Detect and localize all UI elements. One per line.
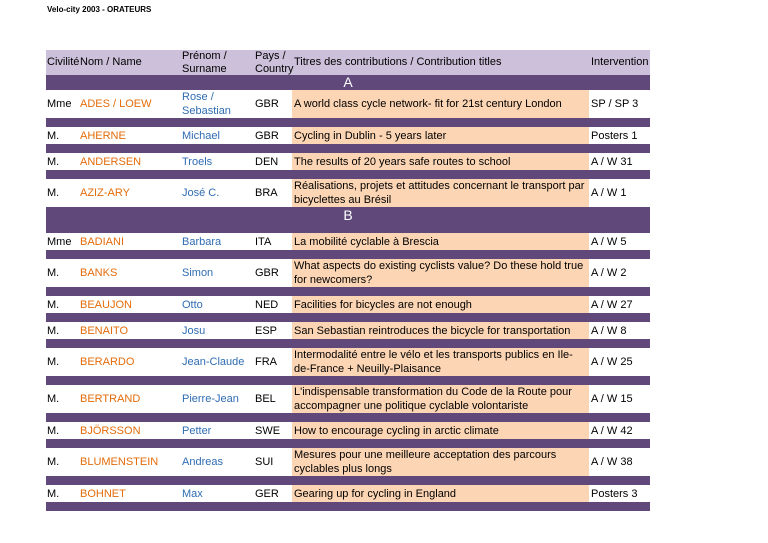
surname-cell: Pierre-Jean — [182, 393, 239, 405]
contribution-title-cell: Cycling in Dublin - 5 years later — [292, 127, 589, 144]
intervention-cell: A / W 42 — [591, 424, 633, 437]
name-cell: BLUMENSTEIN — [80, 456, 159, 468]
section-header — [46, 75, 650, 90]
table-row — [46, 485, 650, 502]
table-row — [46, 422, 650, 439]
contribution-title-cell: How to encourage cycling in arctic climate — [292, 422, 589, 439]
contribution-title-cell: L'indispensable transformation du Code de la Route pour accompagner une politique cyclable volontariste — [292, 385, 589, 413]
civilite-cell: Mme — [47, 235, 72, 248]
surname-cell: Barbara — [182, 235, 222, 248]
intervention-cell: A / W 5 — [591, 235, 627, 248]
intervention-cell: A / W 38 — [591, 456, 633, 468]
row-divider — [46, 144, 650, 153]
surname-cell: Michael — [182, 129, 220, 142]
intervention-cell: Posters 3 — [591, 487, 638, 500]
speakers-table — [46, 50, 650, 511]
header-country: Pays / Country — [255, 49, 294, 75]
country-cell: BRA — [255, 187, 278, 199]
surname-cell: Petter — [182, 424, 212, 437]
civilite-cell: Mme — [47, 98, 72, 110]
intervention-cell: SP / SP 3 — [591, 98, 639, 110]
contribution-title-cell: Facilities for bicycles are not enough — [292, 296, 589, 313]
surname-cell: Josu — [182, 324, 206, 337]
row-divider — [46, 476, 650, 485]
contribution-title-cell: Gearing up for cycling in England — [292, 485, 589, 502]
name-cell: BADIANI — [80, 235, 125, 248]
surname-cell: Max — [182, 487, 203, 500]
country-cell: FRA — [255, 356, 277, 368]
surname-cell: Jean-Claude — [182, 356, 245, 368]
table-row — [46, 296, 650, 313]
civilite-cell: M. — [47, 298, 60, 311]
name-cell: ANDERSEN — [80, 155, 142, 168]
surname-cell: Andreas — [182, 456, 223, 468]
name-cell: BENAITO — [80, 324, 129, 337]
table-row — [46, 153, 650, 170]
row-divider — [46, 287, 650, 296]
name-cell: BERARDO — [80, 356, 135, 368]
country-cell: DEN — [255, 155, 279, 168]
country-cell: ESP — [255, 324, 278, 337]
table-row — [46, 233, 650, 250]
contribution-title-cell: What aspects do existing cyclists value? Do these hold true for newcomers? — [292, 259, 589, 287]
country-cell: GBR — [255, 98, 279, 110]
table-row — [46, 385, 650, 413]
row-divider — [46, 170, 650, 179]
section-letter: B — [343, 207, 353, 223]
header-contribution-title: Titres des contributions / Contribution titles — [294, 56, 502, 68]
civilite-cell: M. — [47, 267, 60, 279]
country-cell: GBR — [255, 267, 279, 279]
intervention-cell: A / W 25 — [591, 356, 633, 368]
contribution-title-cell: Intermodalité entre le vélo et les transports publics en Ile-de-France + Neuilly-Plaisance — [292, 348, 589, 376]
contribution-title-cell: Réalisations, projets et attitudes concernant le transport par bicyclettes au Brésil — [292, 179, 589, 207]
section-letter: A — [343, 74, 353, 90]
country-cell: BEL — [255, 393, 276, 405]
country-cell: NED — [255, 298, 279, 311]
contribution-title-cell: Mesures pour une meilleure acceptation des parcours cyclables plus longs — [292, 448, 589, 476]
intervention-cell: A / W 8 — [591, 324, 627, 337]
row-divider — [46, 118, 650, 127]
table-header-row — [46, 50, 650, 75]
row-divider — [46, 439, 650, 448]
contribution-title-cell: San Sebastian reintroduces the bicycle for transportation — [292, 322, 589, 339]
header-name: Nom / Name — [80, 56, 142, 68]
header-intervention: Intervention — [591, 56, 649, 68]
contribution-title-cell: A world class cycle network- fit for 21st century London — [292, 90, 589, 118]
table-row — [46, 322, 650, 339]
intervention-cell: A / W 31 — [591, 155, 633, 168]
row-divider — [46, 413, 650, 422]
name-cell: AZIZ-ARY — [80, 187, 130, 199]
civilite-cell: M. — [47, 393, 60, 405]
row-divider — [46, 339, 650, 348]
header-surname: Prénom / Surname — [182, 49, 227, 75]
name-cell: ADES / LOEW — [80, 98, 152, 110]
row-divider — [46, 376, 650, 385]
document-title: Velo-city 2003 - ORATEURS — [47, 5, 152, 14]
surname-cell: Simon — [182, 267, 214, 279]
row-divider — [46, 502, 650, 511]
civilite-cell: M. — [47, 187, 60, 199]
surname-cell: Troels — [182, 155, 213, 168]
intervention-cell: Posters 1 — [591, 129, 638, 142]
header-civilite: Civilité — [47, 56, 80, 68]
table-row — [46, 127, 650, 144]
civilite-cell: M. — [47, 424, 60, 437]
contribution-title-cell: La mobilité cyclable à Brescia — [292, 233, 589, 250]
surname-cell: Otto — [182, 298, 203, 311]
surname-cell: José C. — [182, 187, 220, 199]
surname-cell: Rose / Sebastian — [182, 91, 231, 117]
table-row — [46, 90, 650, 118]
row-divider — [46, 250, 650, 259]
civilite-cell: M. — [47, 129, 60, 142]
name-cell: AHERNE — [80, 129, 126, 142]
country-cell: SWE — [255, 424, 281, 437]
country-cell: GBR — [255, 129, 279, 142]
country-cell: SUI — [255, 456, 274, 468]
row-divider — [46, 313, 650, 322]
name-cell: BEAUJON — [80, 298, 132, 311]
intervention-cell: A / W 2 — [591, 267, 627, 279]
civilite-cell: M. — [47, 456, 60, 468]
contribution-title-cell: The results of 20 years safe routes to school — [292, 153, 589, 170]
civilite-cell: M. — [47, 155, 60, 168]
table-row — [46, 448, 650, 476]
table-row — [46, 179, 650, 207]
country-cell: ITA — [255, 235, 272, 248]
intervention-cell: A / W 27 — [591, 298, 633, 311]
intervention-cell: A / W 15 — [591, 393, 633, 405]
section-header — [46, 207, 650, 233]
name-cell: BANKS — [80, 267, 118, 279]
country-cell: GER — [255, 487, 279, 500]
table-row — [46, 348, 650, 376]
name-cell: BJÖRSSON — [80, 424, 141, 437]
civilite-cell: M. — [47, 356, 60, 368]
civilite-cell: M. — [47, 324, 60, 337]
civilite-cell: M. — [47, 487, 60, 500]
table-row — [46, 259, 650, 287]
name-cell: BOHNET — [80, 487, 126, 500]
name-cell: BERTRAND — [80, 393, 141, 405]
intervention-cell: A / W 1 — [591, 187, 627, 199]
